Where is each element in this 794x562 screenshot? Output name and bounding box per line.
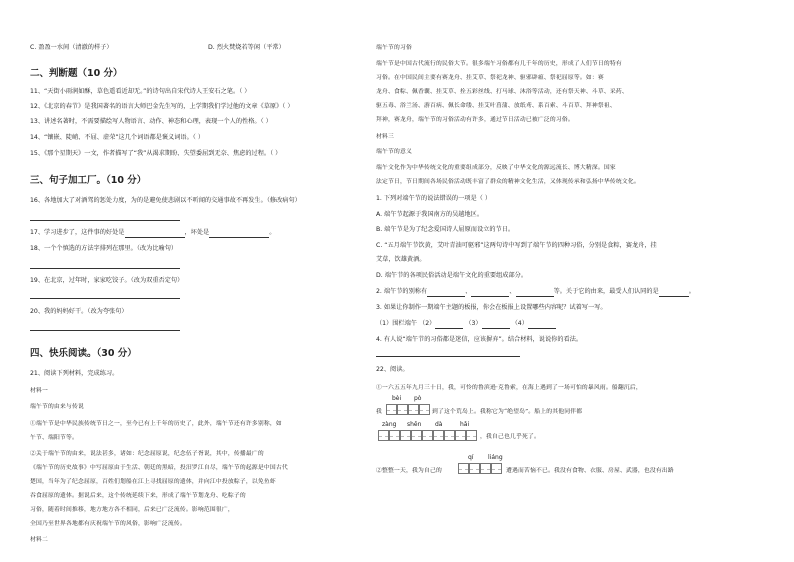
char-cell[interactable] [469,463,480,474]
char-cell[interactable] [389,430,400,441]
customs-line-4: 驱五毒、浴兰汤、游百病、佩长命缕、挂艾叶菖蒲、放纸鸢、系百索、斗百草、拜神祭祖、 [376,103,616,109]
blank-2-alias-3[interactable] [516,288,554,297]
story-line-1c: 到了这个荒岛上。我称它为“绝望岛”。船上的其他同伴都 [432,409,583,415]
option-c-right-1: C. “五月端午节饮黄，艾叶青油可驱邪”这两句诗中写到了端午节的四种习俗，分别是食粽，赛龙舟，挂 [376,242,657,249]
char-cell[interactable] [480,463,491,474]
option-d-right: D. 端午节的各项民俗活动是端午文化的重要组成部分。 [376,272,528,279]
answer-line-4[interactable] [376,356,520,357]
pinyin-3a: qí [468,454,474,461]
question-21: 21、阅读下列材料，完成练习。 [30,370,119,377]
story-line-1d: ，我自己也几乎死了。 [480,434,540,440]
question-2-part-c: 、 [509,288,516,295]
char-cell[interactable] [419,404,430,415]
material-1-title: 端午节的由来与传说 [30,404,84,410]
material-1-para-2e: 习俗，随着时间推移，地方地方各不相同，后来已广泛流传。影响范围很广， [30,507,234,513]
pinyin-1a: bèi [392,395,402,402]
char-cell[interactable] [491,463,502,474]
blank-2-alias-1[interactable] [427,288,465,297]
question-2-part-b: 、 [465,288,472,295]
char-cell[interactable] [378,430,389,441]
blank-17-good[interactable] [125,229,185,238]
question-20: 20、我的妈妈好干。（改为夸张句） [30,308,128,315]
story-line-1: ①一六五五年九月三十日，我，可怜的鲁滨逊·克鲁索，在海上遇到了一场可怕的暴风雨。船翻沉后， [376,385,642,391]
material-1-para-2d: 吞食屈原的遗体。据说后来，这个传统延续下来，形成了端午节划龙舟、吃粽子的 [30,493,246,499]
blank-3-4[interactable] [528,320,556,329]
material-1-para-2a: ②关于端午节的由来，说法甚多，诸如：纪念屈原说，纪念伍子胥说，其中，传播最广的 [30,451,264,457]
customs-line-3: 龙舟、食粽、佩香囊、挂艾草、拴五彩丝线、打马球、沐浴等活动，还有祭天神、斗草、采药、 [376,89,628,95]
char-cell[interactable] [400,430,411,441]
answer-line-19[interactable] [30,298,180,299]
question-2-part-a: 2. 端午节的别称有 [376,288,428,295]
question-22: 22、阅读。 [376,366,409,373]
material-3-label: 材料三 [376,134,394,140]
answer-line-20[interactable] [30,330,180,331]
question-12: 12、《北京的春节》是我国著名的语言大师巴金先生写的，上学期我们学过他的文章《草原》（ ） [30,103,294,110]
customs-title: 端午节的习俗 [376,45,412,51]
answer-line-16[interactable] [30,220,180,221]
story-line-2b: 遭遇而苦恼不已。我没有食物、衣服、房屋、武器，也没有出路 [506,468,674,474]
question-15: 15、《那个星期天》一文，作者描写了“我”从渴求期盼、失望委屈到无奈、焦虑的过程。（ ） [30,150,282,157]
pinyin-2a: zàng [382,421,397,428]
question-2-part-d: 等。关于它的由来，最受人们认同的是 [553,288,659,295]
section-4-title: 四、快乐阅读。（30 分） [30,348,137,359]
material-1-para-2f: 全国乃至世界各地都有庆祝端午节的风俗，影响广泛流传。 [30,521,186,527]
char-grid-3[interactable] [458,463,502,474]
question-11: 11、“天街小雨润如酥，草色遥看近却无。”的诗句出自宋代诗人王安石之笔。（ ） [30,88,251,95]
char-cell[interactable] [408,404,419,415]
meaning-title: 端午节的意义 [376,149,412,155]
option-b: B. 端午节是为了纪念爱国诗人屈原而设立的节日。 [376,226,515,233]
question-14: 14、“镶嵌、陡峭、不屈、虚荣”这几个词语都是褒义词语。（ ） [30,134,205,141]
section-3-title: 三、句子加工厂。（10 分） [30,175,147,186]
char-cell[interactable] [411,430,422,441]
question-4: 4. 有人说“端午节的习俗都是迷信，应该摒弃”。结合材料，说说你的看法。 [376,336,583,343]
char-cell[interactable] [458,463,469,474]
question-18: 18、一个个慎选的方法字排列在那里。（改为比喻句） [30,245,178,252]
blank-2-alias-2[interactable] [471,288,509,297]
char-cell[interactable] [455,430,466,441]
q3-item-1: （1）围栏端午 [376,320,418,327]
q3-item-4: （4） [511,320,528,327]
question-17-part-c: 。 [269,229,276,236]
q3-item-2: （2） [419,320,436,327]
material-1-para-1a: ①端午节是中华民族传统节日之一，至今已有上千年的历史了，此外，端午节还有许多别称，如 [30,421,282,427]
customs-line-2: 习俗。在中国民间主要有赛龙舟、挂艾草、祭祀龙神、驱邪辟瘟、祭祀屈原等。如：赛 [376,75,604,81]
section-2-title: 二、判断题（10 分） [30,68,123,79]
pinyin-3b: liáng [488,454,503,461]
option-c-right-2: 艾草，饮雄黄酒。 [376,256,426,263]
meaning-line-2: 法定节日，节日期间各场民俗活动既丰富了群众的精神文化生活，又体现传承和弘扬中华传统文化。 [376,179,640,185]
blank-17-bad[interactable] [209,229,269,238]
meaning-line-1: 端午文化作为中华传统文化的重要组成部分，反映了中华文化的源远流长、博大精深。国家 [376,165,616,171]
char-grid-1[interactable] [386,404,430,415]
char-cell[interactable] [444,430,455,441]
customs-line-1: 端午节是中国古代流行的民俗大节。很多端午习俗都有几千年的历史，形成了人们节日的特有 [376,61,622,67]
char-cell[interactable] [422,430,433,441]
question-13: 13、讲述名著时，不需要描绘写人物语言、动作、神态和心理，表现一个人的性格。（ ） [30,118,272,125]
material-1-label: 材料一 [30,388,48,394]
char-cell[interactable] [397,404,408,415]
pinyin-2d: hǎi [460,421,470,428]
question-3-items [376,320,556,329]
question-19: 19、在北京，过年时，家家吃饺子。（改为双重否定句） [30,277,184,284]
question-17 [30,229,275,238]
material-1-para-1b: 午节、端阳节等。 [30,435,78,441]
pinyin-2b: shēn [407,421,422,428]
option-a: A. 端午节起源于我国南方的吴越地区。 [376,211,484,218]
answer-line-18[interactable] [30,268,180,269]
question-2 [376,288,695,297]
char-cell[interactable] [386,404,397,415]
material-1-para-2c: 楚国，当年为了纪念屈原，百姓们划船在江上寻找屈原的遗体，并向江中投放粽子，以免鱼虾 [30,479,276,485]
char-cell[interactable] [433,430,444,441]
question-17-part-a: 17、学习进步了，这件事的好处是 [30,229,125,236]
q3-item-3: （3） [465,320,482,327]
customs-line-5: 拜神，赛龙舟，端午节的习俗活动有许多，通过节日活动已被广泛的习俗。 [376,117,574,123]
story-line-2a: ②整整一天，我为自己的 [376,468,442,474]
option-d: D. 烈火焚烧若等闲（平常） [208,44,285,51]
char-grid-2[interactable] [378,430,477,441]
question-1: 1. 下列对端午节的说法错误的一项是（ ） [376,195,492,202]
option-c: C. 盈盈一水间（清澈的样子） [30,44,113,51]
story-word-me: 我 [376,409,382,415]
blank-3-3[interactable] [482,320,510,329]
blank-3-2[interactable] [435,320,463,329]
char-cell[interactable] [466,430,477,441]
pinyin-2c: dà [435,421,443,428]
question-2-part-e: 。 [688,288,695,295]
question-17-part-b: ，坏处是 [184,229,210,236]
material-2-label: 材料二 [30,537,48,543]
question-3: 3. 如果让你制作一期端午主题的板报，你会在板报上设置哪些内容呢？试着写一写。 [376,304,607,311]
blank-2-origin[interactable] [659,288,689,297]
pinyin-1b: pò [414,395,422,402]
question-16: 16、各地加大了对酒驾的惩处力度，为的是避免使悲剧以不听闻的交通事故不再发生。（修改病句） [30,197,301,204]
material-1-para-2b: 《端午节的历史故事》中写屈原由于生活、朝廷的黑暗，投汨罗江自尽，端午节的起源是中国古代 [30,465,288,471]
